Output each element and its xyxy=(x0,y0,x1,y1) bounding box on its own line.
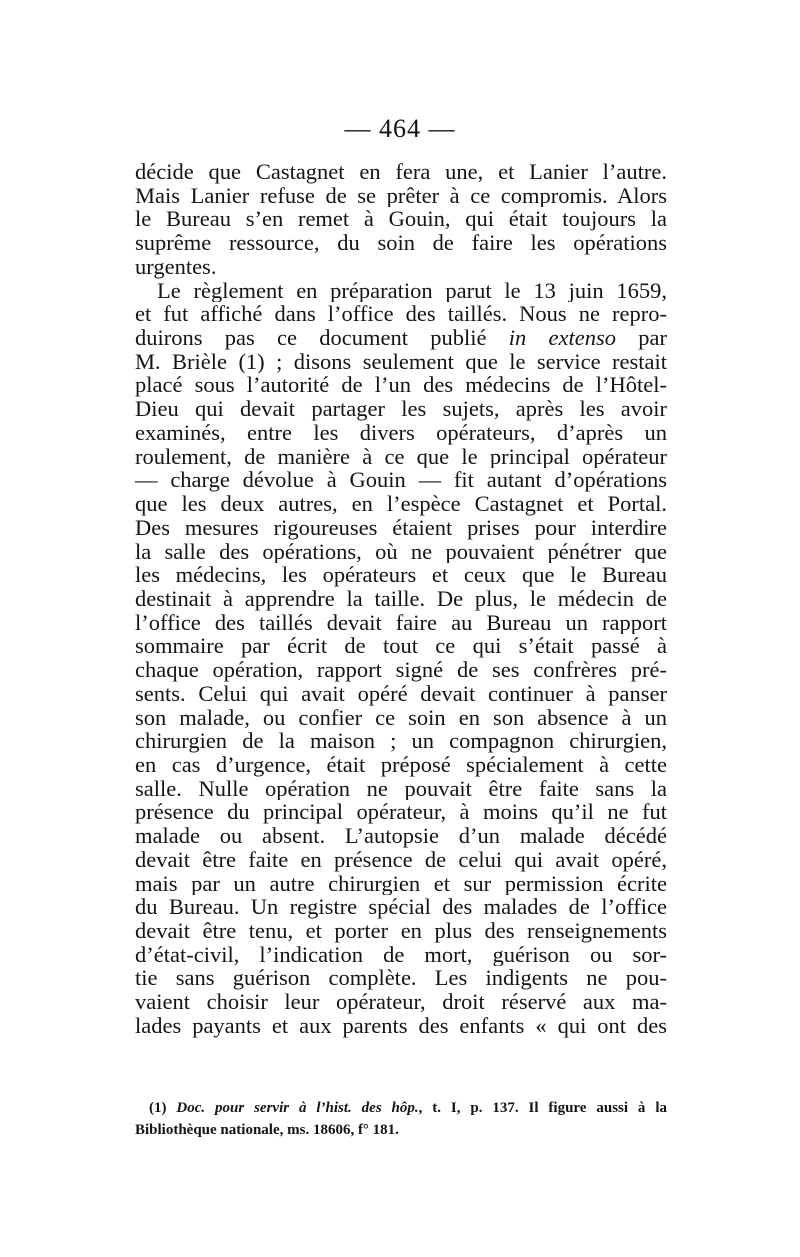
footnote-line xyxy=(135,1097,667,1119)
text-line: le Bureau s’en remet à Gouin, qui était toujours la xyxy=(135,207,667,232)
italic-phrase: in extenso xyxy=(508,326,616,350)
text-line: lades payants et aux parents des enfants « qui ont des xyxy=(135,1013,667,1038)
page-number: — 464 — xyxy=(344,114,456,143)
footnote xyxy=(135,1097,667,1141)
footnote-marker: (1) xyxy=(149,1100,177,1116)
text-line: vaient choisir leur opérateur, droit réservé aux ma- xyxy=(135,990,667,1014)
text-line: mais par un autre chirurgien et sur permission écrite xyxy=(135,871,667,896)
footnote-line: Bibliothèque nationale, ms. 18606, f° 181. xyxy=(135,1122,399,1138)
text-segment: duirons pas ce document publié xyxy=(135,326,509,350)
text-line: devait être faite en présence de celui qui avait opéré, xyxy=(135,847,667,872)
text-line: l’office des taillés devait faire au Bureau un rapport xyxy=(135,610,667,635)
text-line: les médecins, les opérateurs et ceux que le Bureau xyxy=(135,563,667,587)
footnote-text: , t. I, p. 137. Il figure aussi à la xyxy=(418,1100,667,1116)
text-line: Dieu qui devait partager les sujets, après les avoir xyxy=(135,397,667,421)
text-line: présence du principal opérateur, à moins qu’il ne fut xyxy=(135,800,667,825)
body-text xyxy=(135,160,667,1038)
text-line: suprême ressource, du soin de faire les opérations xyxy=(135,231,667,255)
text-line: en cas d’urgence, était préposé spécialement à cette xyxy=(135,752,667,777)
text-line: — charge dévolue à Gouin — fit autant d’opérations xyxy=(135,468,667,493)
text-line: chirurgien de la maison ; un compagnon chirurgien, xyxy=(135,729,667,753)
text-line: décide que Castagnet en fera une, et Lanier l’autre. xyxy=(135,160,667,184)
text-line: salle. Nulle opération ne pouvait être faite sans la xyxy=(135,776,667,801)
text-line-with-italic xyxy=(135,326,667,350)
text-line: que les deux autres, en l’espèce Castagnet et Portal. xyxy=(135,492,667,516)
text-line: devait être tenu, et porter en plus des renseignements xyxy=(135,919,667,943)
text-line: du Bureau. Un registre spécial des malades de l’office xyxy=(135,895,667,919)
text-line: placé sous l’autorité de l’un des médecins de l’Hôtel- xyxy=(135,373,667,398)
text-line: malade ou absent. L’autopsie d’un malade décédé xyxy=(135,824,667,848)
footnote-source-title: Doc. pour servir à l’hist. des hôp. xyxy=(176,1100,419,1116)
text-line: son malade, ou confier ce soin en son absence à un xyxy=(135,705,667,730)
text-line: Mais Lanier refuse de se prêter à ce compromis. Alors xyxy=(135,183,667,208)
text-line: sommaire par écrit de tout ce qui s’était passé à xyxy=(135,634,667,659)
text-line: la salle des opérations, où ne pouvaient pénétrer que xyxy=(135,539,667,564)
text-line: sents. Celui qui avait opéré devait continuer à panser xyxy=(135,681,667,706)
text-line: examinés, entre les divers opérateurs, d’après un xyxy=(135,420,667,445)
text-line: tie sans guérison complète. Les indigents ne pou- xyxy=(135,966,667,991)
text-line: Des mesures rigoureuses étaient prises pour interdire xyxy=(135,515,667,540)
text-segment: par xyxy=(616,326,667,350)
text-line: Le règlement en préparation parut le 13 juin 1659, xyxy=(157,278,667,303)
text-line: M. Brièle (1) ; disons seulement que le service restait xyxy=(135,349,667,374)
text-line: et fut affiché dans l’office des taillés. Nous ne repro- xyxy=(135,302,667,327)
text-line: destinait à apprendre la taille. De plus, le médecin de xyxy=(135,586,667,611)
text-line: chaque opération, rapport signé de ses confrères pré- xyxy=(135,658,667,682)
text-line: roulement, de manière à ce que le principal opérateur xyxy=(135,444,667,469)
text-line: urgentes. xyxy=(135,254,217,279)
text-line: d’état-civil, l’indication de mort, guérison ou sor- xyxy=(135,942,667,967)
